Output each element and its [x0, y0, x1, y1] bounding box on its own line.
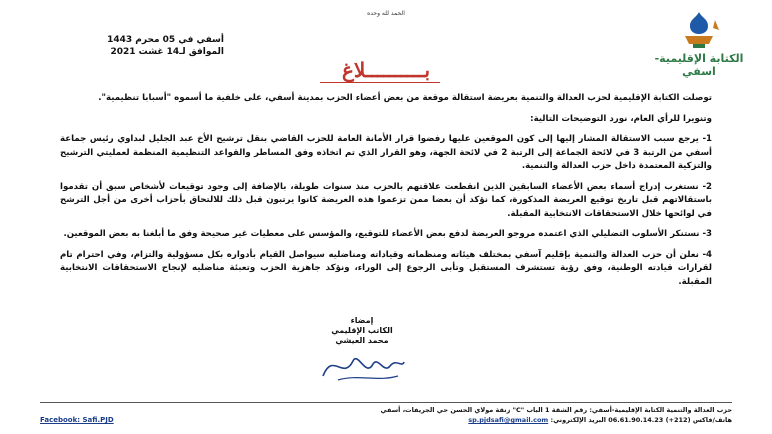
point-paragraph: 4- نعلن أن حزب العدالة والتنمية بإقليم آسفي بمختلف هيئاته ومنظماته وقياداته ومناضليه سيواصل القيام بأدواره بكل مسؤولية والتزام، وفي احترام تام لقرارات قيادته الوطنية، وفق رؤية تستشرف المستقبل وتأبى الرجوع إلى الوراء، ونؤكد جاهزية الحزب وتعبئة مناضليه لإنجاح الاستحقاقات الانتخابية المقبلة. [60, 249, 712, 287]
footer-phone: هاتف/فاكس (212+) 06.61.90.14.23 البريد الإلكتروني: [550, 416, 732, 424]
title-underline [320, 82, 440, 83]
communique-body [60, 92, 712, 296]
signatory-name: محمد العيشي [335, 336, 389, 345]
communique-title: بــــــــــلاغ [341, 58, 431, 82]
footer-address: حزب العدالة والتنمية الكتابة الإقليمية-أسفي: رقم الشقة 1 الباب "C" زنقة مولاي الحسن حي الجريفات، أسفي [380, 406, 732, 414]
footer-contact [40, 415, 732, 425]
signature-block [312, 316, 412, 346]
footer-email-link[interactable]: sp.pjdsafi@gmail.com [468, 416, 549, 424]
footer-divider [40, 402, 732, 403]
date-block [104, 34, 224, 58]
intro-paragraph: توصلت الكتابة الإقليمية لحزب العدالة والتنمية بعريضة استقالة موقعة من بعض أعضاء الحزب بمدينة أسفي، على خلفية ما أسموه "أسبابا تنظيمية". [98, 93, 712, 103]
signatory-role: الكاتب الإقليمي [331, 326, 393, 335]
point-paragraph: 2- نستغرب إدراج أسماء بعض الأعضاء السابقين الذين انقطعت علاقتهم بالحزب منذ سنوات طويلة، بالإضافة إلى وجود توقيعات لأشخاص سبق أن تقدموا باستقالاتهم قبل تاريخ توقيع العريضة المذكورة، كما نؤكد أن بعضا ممن تزعموا هذه العريضة كانوا يرتبون قبل ذلك للالتحاق بأحزاب أخرى من أجل الترشح في لوائحها خلال الاستحقاقات الانتخابية المقبلة. [60, 181, 712, 219]
signature-label: إمضاء [350, 316, 374, 325]
organization-name: الكتابة الإقليمية-اسفي [654, 52, 744, 78]
handwritten-signature-icon [318, 346, 408, 386]
point-paragraph: 1- يرجع سبب الاستقالة المشار إليها إلى كون الموقعين عليها رفضوا قرار الأمانة العامة للحزب القاضي بنقل ترشيح الأخ عبد الجليل لبداوي رئيس جماعة أسفي من الرتبة 3 في لائحة الجماعة إلى الرتبة 2 في لائحة الجهة، وهو القرار الذي تم اتخاذه وفق المساطر والقواعد التنظيمية المنظمة لعمليتي الترشيح والتزكية المعتمدة داخل حزب العدالة والتنمية. [60, 134, 712, 171]
party-lamp-logo-icon [675, 10, 723, 50]
footer-facebook-link[interactable]: Facebook: Safi.PJD [40, 416, 114, 424]
date-hijri: أسفي في 05 محرم 1443 [107, 35, 224, 45]
point-paragraph: 3- نستنكر الأسلوب التضليلي الذي اعتمده مروجو العريضة لدفع بعض الأعضاء للتوقيع، والمؤسس على معطيات غير صحيحة وفق ما أبلغنا به بعض الموقعين. [63, 229, 712, 239]
footer [40, 405, 732, 425]
date-gregorian: الموافق لـ14 غشت 2021 [110, 47, 224, 57]
lead-paragraph: وتنويرا للرأي العام، نورد التوضيحات التالية: [530, 113, 712, 124]
basmala: الحمد لله وحده [367, 10, 405, 17]
